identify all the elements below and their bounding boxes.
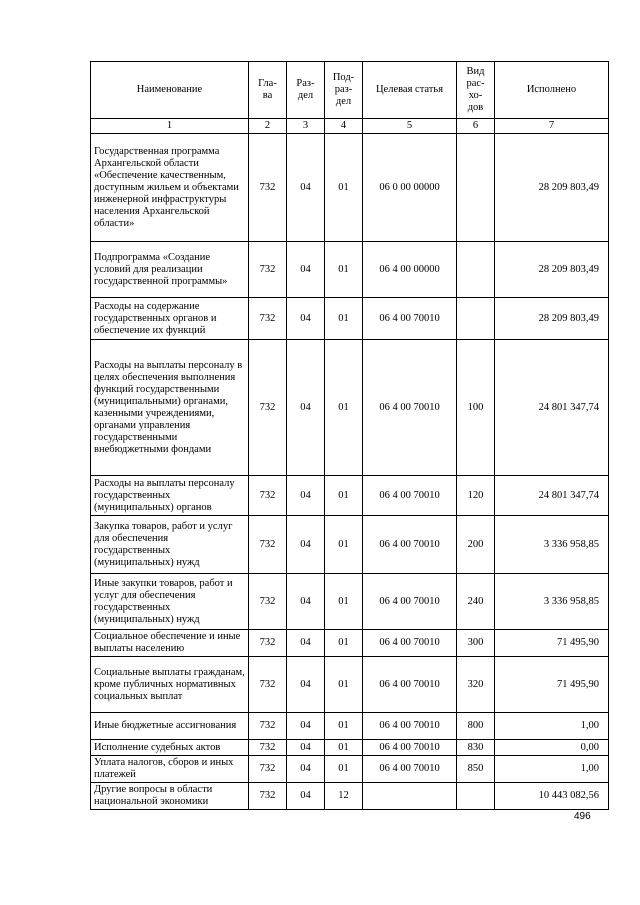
row-glava: 732	[249, 242, 287, 298]
row-name: Расходы на содержание государственных органов и обеспечение их функций	[91, 298, 249, 340]
row-razdel: 04	[287, 516, 325, 574]
column-number-row	[91, 119, 609, 134]
row-glava: 732	[249, 713, 287, 740]
header-vid: Вид рас- хо- дов	[457, 62, 495, 119]
row-name: Другие вопросы в области национальной экономики	[91, 783, 249, 810]
table-body	[91, 134, 609, 810]
row-vid	[457, 134, 495, 242]
row-target: 06 4 00 70010	[363, 756, 457, 783]
row-target: 06 4 00 00000	[363, 242, 457, 298]
row-glava: 732	[249, 657, 287, 713]
column-number: 7	[495, 119, 609, 134]
row-target: 06 4 00 70010	[363, 516, 457, 574]
row-podrazdel: 01	[325, 657, 363, 713]
row-podrazdel: 01	[325, 713, 363, 740]
row-glava: 732	[249, 134, 287, 242]
row-vid: 800	[457, 713, 495, 740]
row-vid: 100	[457, 340, 495, 476]
table-row	[91, 516, 609, 574]
row-razdel: 04	[287, 783, 325, 810]
row-vid	[457, 298, 495, 340]
row-executed: 28 209 803,49	[495, 242, 609, 298]
row-glava: 732	[249, 516, 287, 574]
row-vid: 240	[457, 574, 495, 630]
row-target: 06 4 00 70010	[363, 476, 457, 516]
row-razdel: 04	[287, 740, 325, 756]
column-number: 1	[91, 119, 249, 134]
row-name: Исполнение судебных актов	[91, 740, 249, 756]
row-podrazdel: 01	[325, 740, 363, 756]
row-podrazdel: 01	[325, 516, 363, 574]
table-row	[91, 756, 609, 783]
row-executed: 71 495,90	[495, 630, 609, 657]
row-executed: 28 209 803,49	[495, 298, 609, 340]
row-target: 06 4 00 70010	[363, 298, 457, 340]
row-podrazdel: 01	[325, 340, 363, 476]
column-number: 3	[287, 119, 325, 134]
row-executed: 1,00	[495, 756, 609, 783]
row-razdel: 04	[287, 574, 325, 630]
row-podrazdel: 12	[325, 783, 363, 810]
row-executed: 1,00	[495, 713, 609, 740]
row-name: Уплата налогов, сборов и иных платежей	[91, 756, 249, 783]
row-executed: 3 336 958,85	[495, 574, 609, 630]
budget-execution-table	[90, 61, 609, 810]
row-razdel: 04	[287, 242, 325, 298]
row-name: Закупка товаров, работ и услуг для обеспечения государственных (муниципальных) нужд	[91, 516, 249, 574]
row-podrazdel: 01	[325, 630, 363, 657]
table-row	[91, 476, 609, 516]
row-vid	[457, 242, 495, 298]
row-razdel: 04	[287, 134, 325, 242]
table-row	[91, 740, 609, 756]
row-razdel: 04	[287, 756, 325, 783]
page-number: 496	[574, 811, 591, 822]
row-name: Социальное обеспечение и иные выплаты населению	[91, 630, 249, 657]
table-row	[91, 340, 609, 476]
row-executed: 10 443 082,56	[495, 783, 609, 810]
table-row	[91, 713, 609, 740]
header-executed: Исполнено	[495, 62, 609, 119]
header-target: Целевая статья	[363, 62, 457, 119]
row-podrazdel: 01	[325, 242, 363, 298]
table-row	[91, 657, 609, 713]
row-vid: 320	[457, 657, 495, 713]
row-name: Расходы на выплаты персоналу государственных (муниципальных) органов	[91, 476, 249, 516]
row-target: 06 4 00 70010	[363, 657, 457, 713]
row-vid: 830	[457, 740, 495, 756]
row-vid: 300	[457, 630, 495, 657]
row-name: Государственная программа Архангельской области «Обеспечение качественным, доступным жильем и объектами инженерной инфраструктуры населения Архангельской области»	[91, 134, 249, 242]
row-executed: 24 801 347,74	[495, 340, 609, 476]
row-name: Социальные выплаты гражданам, кроме публичных нормативных социальных выплат	[91, 657, 249, 713]
row-glava: 732	[249, 340, 287, 476]
column-number: 2	[249, 119, 287, 134]
column-number: 4	[325, 119, 363, 134]
row-target: 06 4 00 70010	[363, 340, 457, 476]
row-executed: 28 209 803,49	[495, 134, 609, 242]
row-glava: 732	[249, 740, 287, 756]
table-row	[91, 134, 609, 242]
row-executed: 0,00	[495, 740, 609, 756]
row-name: Расходы на выплаты персоналу в целях обеспечения выполнения функций государственными (муниципальными) органами, казенными учреждениями, органами управления государственными внебюджетными фондами	[91, 340, 249, 476]
table-row	[91, 574, 609, 630]
row-target: 06 4 00 70010	[363, 630, 457, 657]
row-executed: 3 336 958,85	[495, 516, 609, 574]
header-razdel: Раз- дел	[287, 62, 325, 119]
row-glava: 732	[249, 756, 287, 783]
row-podrazdel: 01	[325, 134, 363, 242]
table-row	[91, 630, 609, 657]
table-row	[91, 783, 609, 810]
header-name: Наименование	[91, 62, 249, 119]
row-razdel: 04	[287, 340, 325, 476]
row-vid: 120	[457, 476, 495, 516]
row-vid: 850	[457, 756, 495, 783]
row-glava: 732	[249, 630, 287, 657]
row-name: Иные закупки товаров, работ и услуг для обеспечения государственных (муниципальных) нужд	[91, 574, 249, 630]
header-row	[91, 62, 609, 119]
row-glava: 732	[249, 298, 287, 340]
column-number: 5	[363, 119, 457, 134]
row-razdel: 04	[287, 298, 325, 340]
table-row	[91, 242, 609, 298]
row-executed: 24 801 347,74	[495, 476, 609, 516]
table-row	[91, 298, 609, 340]
row-razdel: 04	[287, 713, 325, 740]
row-razdel: 04	[287, 657, 325, 713]
row-podrazdel: 01	[325, 756, 363, 783]
column-number: 6	[457, 119, 495, 134]
header-glava: Гла- ва	[249, 62, 287, 119]
row-glava: 732	[249, 783, 287, 810]
row-vid: 200	[457, 516, 495, 574]
row-razdel: 04	[287, 630, 325, 657]
row-name: Иные бюджетные ассигнования	[91, 713, 249, 740]
row-target: 06 0 00 00000	[363, 134, 457, 242]
row-glava: 732	[249, 476, 287, 516]
row-target: 06 4 00 70010	[363, 574, 457, 630]
header-podrazdel: Под- раз- дел	[325, 62, 363, 119]
row-target: 06 4 00 70010	[363, 713, 457, 740]
row-glava: 732	[249, 574, 287, 630]
row-podrazdel: 01	[325, 298, 363, 340]
row-executed: 71 495,90	[495, 657, 609, 713]
row-razdel: 04	[287, 476, 325, 516]
row-name: Подпрограмма «Создание условий для реализации государственной программы»	[91, 242, 249, 298]
row-target	[363, 783, 457, 810]
row-podrazdel: 01	[325, 574, 363, 630]
row-vid	[457, 783, 495, 810]
row-target: 06 4 00 70010	[363, 740, 457, 756]
row-podrazdel: 01	[325, 476, 363, 516]
